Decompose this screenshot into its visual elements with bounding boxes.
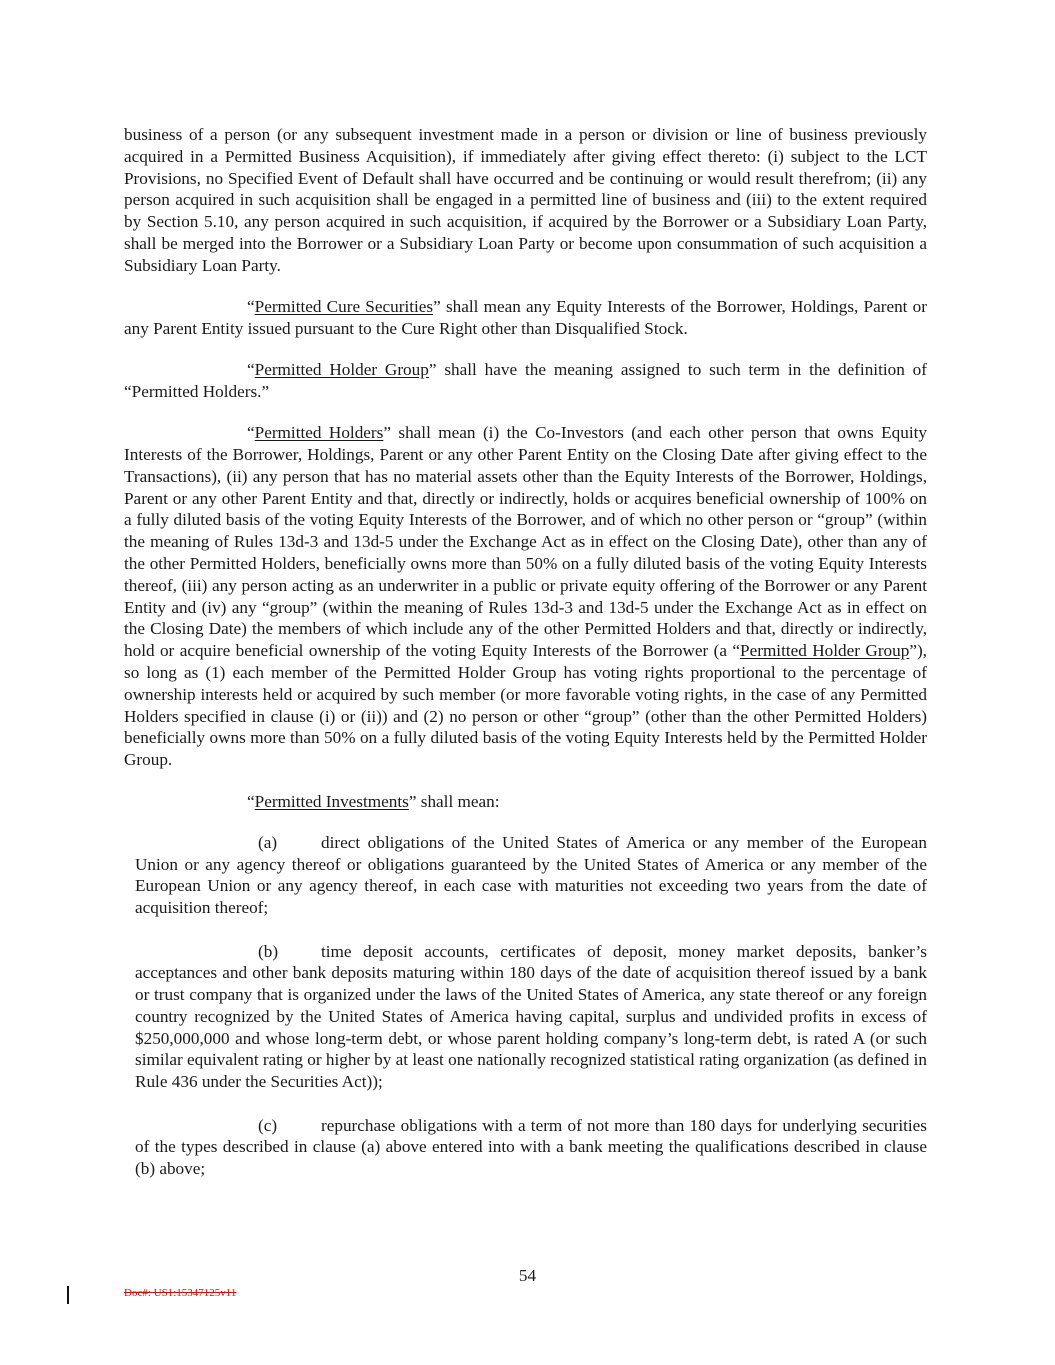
change-bar [67, 1286, 69, 1304]
clause-text: repurchase obligations with a term of not more than 180 days for underlying securities of the types described in clause (a) above entered into with a bank meeting the qualifications described in clause (b) above; [135, 1115, 927, 1179]
definition-text: ” shall mean: [408, 791, 500, 811]
definition-text-continued: ”), so long as (1) each member of the Permitted Holder Group has voting rights proportional to the percentage of ownership interests held or acquired by such member (or more favorable voting rights, in the case of any Permitted Holders specified in clause (i) or (ii)) and (2) no person or other “group” (other than the other Permitted Holders) beneficially owns more than 50% on a fully diluted basis of the voting Equity Interests held by the Permitted Holder Group. [124, 641, 927, 770]
clause-text: direct obligations of the United States of America or any member of the European Union or any agency thereof or obligations guaranteed by the United States of America or any member of the European Union or any agency thereof, in each case with maturities not exceeding two years from the date of acquisition thereof; [135, 832, 927, 918]
definition-permitted-cure-securities [124, 296, 927, 340]
clause-text: time deposit accounts, certificates of deposit, money market deposits, banker’s acceptances and other bank deposits maturing within 180 days of the date of acquisition thereof issued by a bank or trust company that is organized under the laws of the United States of America, any state thereof or any foreign country recognized by the United States of America having capital, surplus and undivided profits in excess of $250,000,000 and whose long-term debt, or whose parent holding company’s long-term debt, is rated A (or such similar equivalent rating or higher by at least one nationally recognized statistical rating organization (as defined in Rule 436 under the Securities Act)); [135, 941, 927, 1092]
open-quote: “ [247, 791, 255, 811]
clause-label: (b) [258, 941, 279, 961]
page-number: 54 [518, 1266, 537, 1285]
definition-text: ” shall have the meaning assigned to such term in the definition of “Permitted Holders.” [124, 360, 927, 401]
open-quote: “ [247, 297, 255, 317]
document-id: Doc#: US1:15347125v11 [124, 1287, 237, 1299]
open-quote: “ [247, 360, 255, 380]
clause-label: (c) [258, 1115, 278, 1135]
document-body [124, 124, 927, 1180]
definition-permitted-investments [124, 791, 927, 813]
clause-a [135, 832, 927, 919]
defined-term: Permitted Investments [254, 791, 409, 811]
definition-permitted-holder-group [124, 359, 927, 403]
definition-text: ” shall mean any Equity Interests of the Borrower, Holdings, Parent or any Parent Entity issued pursuant to the Cure Right other than Disqualified Stock. [124, 297, 927, 338]
clause-b [135, 941, 927, 1094]
open-quote: “ [247, 423, 255, 443]
clause-c [135, 1115, 927, 1180]
definition-text: ” shall mean (i) the Co-Investors (and each other person that owns Equity Interests of the Borrower, Holdings, Parent or any other Parent Entity on the Closing Date after giving effect to the Transactions), (ii) any person that has no material assets other than the Equity Interests of the Borrower, Holdings, Parent or any other Parent Entity and that, directly or indirectly, holds or acquires beneficial ownership of 100% on a fully diluted basis of the voting Equity Interests of the Borrower, and of which no other person or “group” (within the meaning of Rules 13d-3 and 13d-5 under the Exchange Act as in effect on the Closing Date), other than any of the other Permitted Holders, beneficially owns more than 50% on a fully diluted basis of the voting Equity Interests thereof, (iii) any person acting as an underwriter in a public or private equity offering of the Borrower or any Parent Entity and (iv) any “group” (within the meaning of Rules 13d-3 and 13d-5 under the Exchange Act as in effect on the Closing Date) the members of which include any of the other Permitted Holders and that, directly or indirectly, hold or acquire beneficial ownership of the voting Equity Interests of the Borrower (a “ [124, 423, 927, 661]
defined-term: Permitted Holder Group [254, 360, 429, 380]
defined-term: Permitted Cure Securities [254, 297, 434, 317]
inline-defined-term: Permitted Holder Group [740, 641, 910, 661]
clause-label: (a) [258, 832, 278, 852]
continued-paragraph: business of a person (or any subsequent investment made in a person or division or line of business previously acquired in a Permitted Business Acquisition), if immediately after giving effect thereto: (i) subject to the LCT Provisions, no Specified Event of Default shall have occurred and be continuing or would result therefrom; (ii) any person acquired in such acquisition shall be engaged in a permitted line of business and (iii) to the extent required by Section 5.10, any person acquired in such acquisition, if acquired by the Borrower or a Subsidiary Loan Party, shall be merged into the Borrower or a Subsidiary Loan Party or become upon consummation of such acquisition a Subsidiary Loan Party. [124, 125, 927, 275]
definition-permitted-holders [124, 422, 927, 771]
defined-term: Permitted Holders [254, 423, 384, 443]
